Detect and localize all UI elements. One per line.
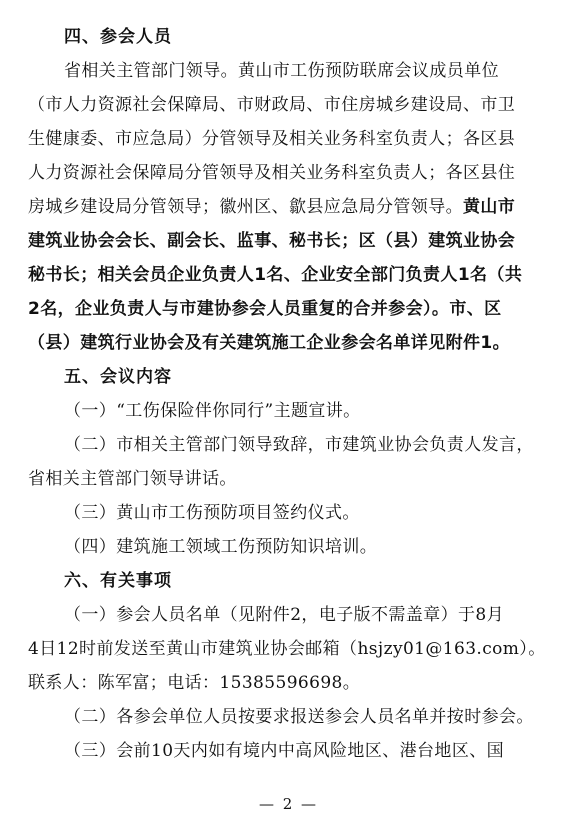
section-heading-agenda: 五、会议内容 [64,367,172,387]
agenda-item: （一）“工伤保险伴你同行”主题宣讲。 [64,401,361,421]
agenda-item: （四）建筑施工领域工伤预防知识培训。 [64,537,378,557]
matter-item: （三）会前10天内如有境内中高风险地区、港台地区、国 [64,741,505,761]
paragraph-line: 省相关主管部门领导。黄山市工伤预防联席会议成员单位 [64,61,499,81]
matter-item: （二）各参会单位人员按要求报送参会人员名单并按时参会。 [64,707,534,727]
page-number: — 2 — [258,795,319,813]
agenda-item-continued: 省相关主管部门领导讲话。 [28,469,237,489]
paragraph-line: 生健康委、市应急局）分管领导及相关业务科室负责人；各区县 [28,129,516,149]
matter-item: （一）参会人员名单（见附件2，电子版不需盖章）于8月 [64,605,505,625]
matter-item-continued: 4日12时前发送至黄山市建筑业协会邮箱（hsjzy01@163.com）。 [28,639,546,659]
agenda-item: （三）黄山市工伤预防项目签约仪式。 [64,503,360,523]
paragraph-line-bold: （县）建筑行业协会及有关建筑施工企业参会名单详见附件1。 [28,333,511,353]
section-heading-attendees: 四、参会人员 [64,27,172,47]
section-heading-matters: 六、有关事项 [64,571,172,591]
paragraph-line-bold: 建筑业协会会长、副会长、监事、秘书长；区（县）建筑业协会 [28,231,516,251]
paragraph-line-bold: 秘书长；相关会员企业负责人1名、企业安全部门负责人1名（共 [28,265,523,285]
paragraph-bold-text: 黄山市 [463,197,516,217]
agenda-item: （二）市相关主管部门领导致辞，市建筑业协会负责人发言， [64,435,534,455]
paragraph-line: （市人力资源社会保障局、市财政局、市住房城乡建设局、市卫 [28,95,516,115]
paragraph-line [28,197,548,217]
matter-item-contact: 联系人：陈军富；电话：15385596698。 [28,673,361,693]
paragraph-text: 房城乡建设局分管领导；徽州区、歙县应急局分管领导。 [28,197,463,217]
paragraph-line: 人力资源社会保障局分管领导及相关业务科室负责人；各区县住 [28,163,516,183]
paragraph-line-bold: 2名，企业负责人与市建协参会人员重复的合并参会）。市、区 [28,299,502,319]
